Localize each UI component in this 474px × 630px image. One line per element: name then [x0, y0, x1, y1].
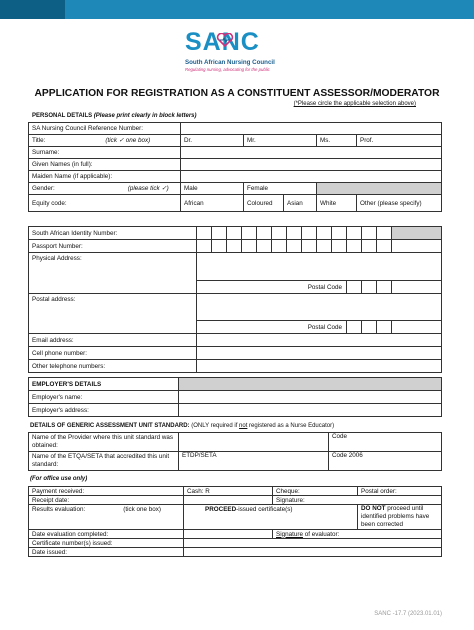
personal-heading-text: PERSONAL DETAILS [32, 113, 93, 119]
do-not-proceed-option[interactable] [358, 505, 442, 530]
receipt-row [29, 496, 442, 505]
sanc-logo [185, 28, 295, 76]
passport-digit[interactable] [257, 240, 272, 253]
passport-digit[interactable] [332, 240, 347, 253]
passport-digit[interactable] [392, 240, 442, 253]
employer-heading: EMPLOYER'S DETAILS [29, 378, 179, 391]
employer-heading-row [29, 378, 442, 391]
email-label: Email address: [29, 334, 197, 347]
given-names-input[interactable] [181, 159, 442, 171]
passport-digit[interactable] [272, 240, 287, 253]
id-digit[interactable] [257, 227, 272, 240]
title-label-cell [29, 135, 181, 147]
id-digit[interactable] [347, 227, 362, 240]
etdp-label: ETDP/SETA [179, 452, 329, 471]
surname-row [29, 147, 442, 159]
id-digit[interactable] [287, 227, 302, 240]
passport-row [29, 240, 442, 253]
payment-row [29, 487, 442, 496]
form-note [294, 101, 416, 107]
generic-standard-table [28, 432, 442, 471]
maiden-name-input[interactable] [181, 171, 442, 183]
equity-option-asian[interactable]: Asian [284, 195, 317, 212]
id-shaded-cell [392, 227, 442, 240]
personal-heading [32, 113, 197, 119]
id-digit[interactable] [227, 227, 242, 240]
passport-digit[interactable] [242, 240, 257, 253]
gender-option-female[interactable]: Female [244, 183, 317, 195]
gender-label-cell [29, 183, 181, 195]
physical-postal-digit[interactable] [377, 281, 392, 294]
office-use-table [28, 486, 442, 557]
postal-code-digit[interactable] [347, 321, 362, 334]
passport-digit[interactable] [362, 240, 377, 253]
generic-note-pre: (ONLY required if [191, 423, 240, 429]
passport-digit[interactable] [287, 240, 302, 253]
employer-name-input[interactable] [179, 391, 442, 404]
results-hint: (tick one box) [123, 506, 162, 513]
date-issued-input[interactable] [184, 548, 442, 557]
passport-digit[interactable] [317, 240, 332, 253]
physical-postal-code-label: Postal Code [197, 281, 347, 294]
gender-label: Gender: [32, 185, 55, 192]
results-row [29, 505, 442, 530]
postal-address-input[interactable] [197, 294, 442, 321]
postal-code-digit[interactable] [362, 321, 377, 334]
heart-icon [216, 33, 234, 47]
other-tel-row [29, 360, 442, 373]
id-digit[interactable] [332, 227, 347, 240]
date-eval-row [29, 530, 442, 539]
top-color-bar-dark [0, 0, 65, 19]
top-color-bar [0, 0, 474, 19]
maiden-name-row [29, 171, 442, 183]
email-row [29, 334, 442, 347]
logo-wordmark: SANC [185, 28, 260, 56]
gender-hint: (please tick ✓) [127, 185, 169, 192]
cell-input[interactable] [197, 347, 442, 360]
results-label-cell [29, 505, 184, 530]
proceed-option[interactable] [184, 505, 358, 530]
physical-postal-digit[interactable] [347, 281, 362, 294]
title-label: Title: [32, 137, 46, 144]
id-digit[interactable] [242, 227, 257, 240]
equity-label: Equity code: [29, 195, 181, 212]
results-label: Results evaluation: [32, 506, 86, 513]
logo-org-name: South African Nursing Council [185, 59, 275, 66]
postal-code-label: Postal Code [197, 321, 347, 334]
code-label: Code [329, 433, 442, 452]
form-note-text: (*Please circle the applicable selection above) [293, 101, 416, 107]
passport-digit[interactable] [347, 240, 362, 253]
employer-address-row [29, 404, 442, 417]
logo-tagline: Regulating nursing, advocating for the public [185, 67, 270, 72]
equity-row [29, 195, 442, 212]
ref-row [29, 123, 442, 135]
cell-label: Cell phone number: [29, 347, 197, 360]
identity-address-table [28, 226, 442, 373]
postal-code-digit[interactable] [392, 321, 442, 334]
passport-digit[interactable] [212, 240, 227, 253]
equity-option-white[interactable]: White [317, 195, 357, 212]
certificate-input[interactable] [184, 539, 442, 548]
evaluator-signature-label: Signature [276, 530, 303, 538]
postal-code-digit[interactable] [377, 321, 392, 334]
id-digit[interactable] [212, 227, 227, 240]
id-digit[interactable] [317, 227, 332, 240]
generic-heading-line [30, 423, 334, 429]
evaluator-signature-cell[interactable] [273, 530, 442, 539]
title-option-dr[interactable]: Dr. [181, 135, 244, 147]
form-title: APPLICATION FOR REGISTRATION AS A CONSTITUENT ASSESSOR/MODERATOR [34, 88, 440, 99]
generic-note-post: registered as a Nurse Educator) [247, 423, 335, 429]
equity-option-other[interactable]: Other (please specify) [357, 195, 442, 212]
email-input[interactable] [197, 334, 442, 347]
other-tel-label: Other telephone numbers: [29, 360, 197, 373]
passport-digit[interactable] [197, 240, 212, 253]
employer-heading-shaded [179, 378, 442, 391]
title-option-mr[interactable]: Mr. [244, 135, 317, 147]
physical-address-row [29, 253, 442, 281]
employer-table [28, 377, 442, 417]
etqa-label: Name of the ETQA/SETA that accredited this unit standard: [29, 452, 179, 471]
date-eval-input[interactable] [184, 530, 273, 539]
id-number-label: South African Identity Number: [29, 227, 197, 240]
ref-label: SA Nursing Council Reference Number: [29, 123, 181, 135]
equity-option-african[interactable]: African [181, 195, 244, 212]
gender-shaded-cell [317, 183, 442, 195]
title-option-ms[interactable]: Ms. [317, 135, 357, 147]
donot-rest: proceed until identified problems have been corrected [361, 505, 430, 528]
gender-option-male[interactable]: Male [181, 183, 244, 195]
id-digit[interactable] [362, 227, 377, 240]
provider-input[interactable] [179, 433, 329, 452]
employer-name-label: Employer's name: [29, 391, 179, 404]
physical-address-label: Physical Address: [29, 253, 197, 294]
postal-order-label[interactable]: Postal order: [358, 487, 442, 496]
office-heading: (For office use only) [30, 476, 88, 482]
id-number-row [29, 227, 442, 240]
date-issued-label: Date issued: [29, 548, 184, 557]
surname-label: Surname: [29, 147, 181, 159]
physical-address-input[interactable] [197, 253, 442, 281]
physical-postal-digit[interactable] [392, 281, 442, 294]
equity-option-coloured[interactable]: Coloured [244, 195, 284, 212]
postal-address-label: Postal address: [29, 294, 197, 334]
receipt-input[interactable] [184, 496, 273, 505]
evaluator-signature-rest: of evaluator: [302, 530, 340, 538]
payment-label: Payment received: [29, 487, 184, 496]
personal-heading-hint: (Please print clearly in block letters) [93, 113, 197, 119]
generic-heading: DETAILS OF GENERIC ASSESSMENT UNIT STANDARD: [30, 423, 190, 429]
passport-digit[interactable] [302, 240, 317, 253]
cheque-label[interactable]: Cheque: [273, 487, 358, 496]
id-digit[interactable] [272, 227, 287, 240]
certificate-row [29, 539, 442, 548]
receipt-label: Receipt date: [29, 496, 184, 505]
provider-row [29, 433, 442, 452]
given-names-label: Given Names (in full): [29, 159, 181, 171]
personal-details-table [28, 122, 442, 212]
donot-bold: DO NOT [361, 505, 386, 512]
proceed-rest: -issued certificate(s) [236, 506, 293, 513]
employer-name-row [29, 391, 442, 404]
employer-address-input[interactable] [179, 404, 442, 417]
title-hint: (tick ✓ one box) [105, 137, 151, 144]
id-digit[interactable] [197, 227, 212, 240]
passport-label: Passport Number: [29, 240, 197, 253]
footer-code: SANC -17.7 (2023.01.01) [374, 611, 442, 617]
etqa-row [29, 452, 442, 471]
title-option-prof[interactable]: Prof. [357, 135, 442, 147]
id-digit[interactable] [377, 227, 392, 240]
physical-postal-digit[interactable] [362, 281, 377, 294]
gender-row [29, 183, 442, 195]
given-names-row [29, 159, 442, 171]
provider-label: Name of the Provider where this unit standard was obtained: [29, 433, 179, 452]
generic-note-not: not [239, 423, 248, 429]
employer-address-label: Employer's address: [29, 404, 179, 417]
cell-row [29, 347, 442, 360]
passport-digit[interactable] [227, 240, 242, 253]
id-digit[interactable] [302, 227, 317, 240]
other-tel-input[interactable] [197, 360, 442, 373]
postal-address-row [29, 294, 442, 321]
maiden-name-label: Maiden Name (if applicable): [29, 171, 181, 183]
title-row [29, 135, 442, 147]
certificate-label: Certificate number(s) issued: [29, 539, 184, 548]
receipt-signature-label[interactable]: Signature: [273, 496, 442, 505]
date-issued-row [29, 548, 442, 557]
date-eval-label: Date evaluation completed: [29, 530, 184, 539]
cash-label[interactable]: Cash: R [184, 487, 273, 496]
passport-digit[interactable] [377, 240, 392, 253]
proceed-bold: PROCEED [205, 506, 237, 513]
surname-input[interactable] [181, 147, 442, 159]
code-2006-label: Code 2006 [329, 452, 442, 471]
ref-input[interactable] [181, 123, 442, 135]
